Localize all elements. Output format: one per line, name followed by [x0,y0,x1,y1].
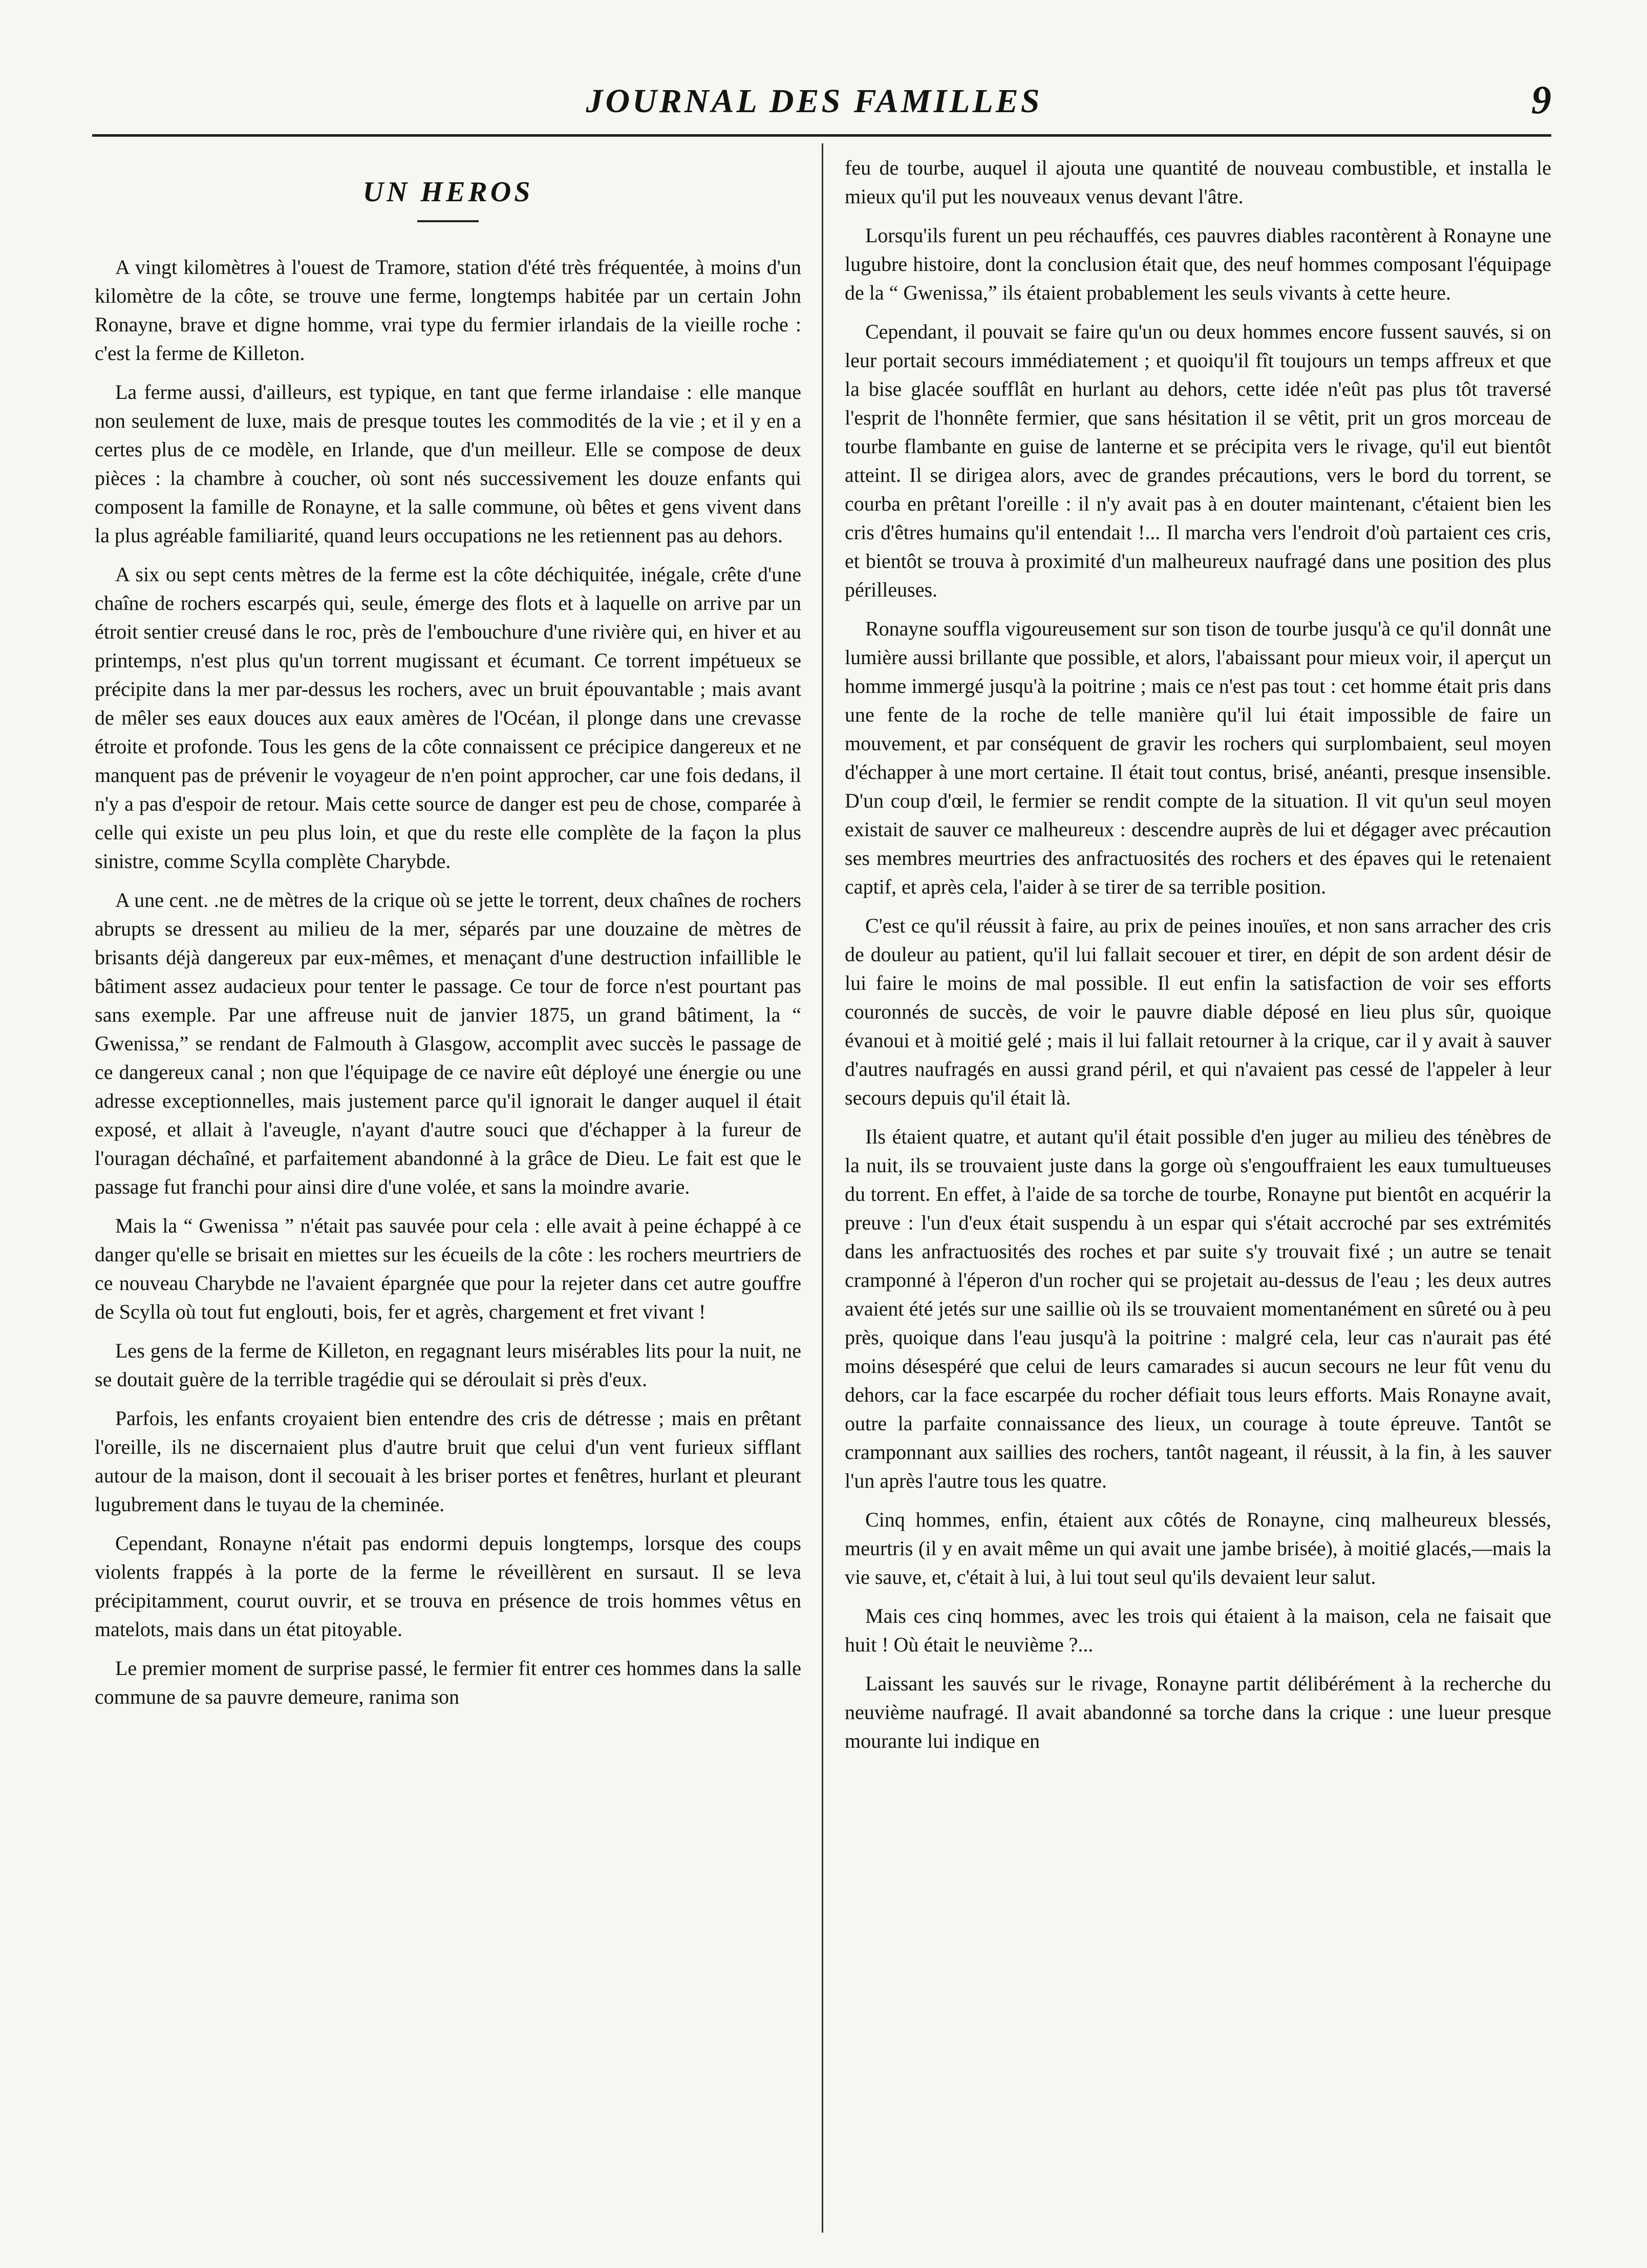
paragraph: Cependant, il pouvait se faire qu'un ou deux hommes encore fussent sauvés, si on leur portait secours immédiatement ; et quoiqu'il fît toujours un temps affreux et que la bise glacée soufflât en hurlant au dehors, cette idée n'eût pas plus tôt traversé l'esprit de l'honnête fermier, que sans hésitation il se vêtit, prit un gros morceau de tourbe flambante en guise de lanterne et se précipita vers le rivage, qu'il eut bientôt atteint. Il se dirigea alors, avec de grandes précautions, vers le bord du torrent, se courba en prêtant l'oreille : il n'y avait pas à en douter maintenant, c'étaient bien les cris d'êtres humains qu'il entendait !... Il marcha vers l'endroit d'où partaient ces cris, et bientôt se trouva à proximité d'un malheureux naufragé dans une position des plus périlleuses. [845,320,1551,601]
paragraph: Cinq hommes, enfin, étaient aux côtés de Ronayne, cinq malheureux blessés, meurtris (il y en avait même un qui avait une jambe brisée), à moitié glacés,—mais la vie sauve, et, c'était à lui, à lui tout seul qu'ils devaient leur salut. [845,1508,1551,1588]
paragraph: Lorsqu'ils furent un peu réchauffés, ces pauvres diables racontèrent à Ronayne une lugubre histoire, dont la conclusion était que, des neuf hommes composant l'équipage de la “ Gwenissa,” ils étaient probablement les seuls vivants à cette heure. [845,224,1551,304]
title-rule [417,220,479,222]
paragraph: La ferme aussi, d'ailleurs, est typique, en tant que ferme irlandaise : elle manque non seulement de luxe, mais de presque toutes les commodités de la vie ; et il y en a certes plus de ce modèle, en Irlande, que d'un meilleur. Elle se compose de deux pièces : la chambre à coucher, où sont nés successivement les douze enfants qui composent la famille de Ronayne, et la salle commune, où bêtes et gens vivent dans la plus agréable familiarité, quand leurs occupations ne les retiennent pas au dehors. [95,380,801,547]
journal-title: JOURNAL DES FAMILLES [586,82,1042,120]
article-title: UN HEROS [362,176,533,208]
paragraph: Cependant, Ronayne n'était pas endormi depuis longtemps, lorsque des coups violents frappés à la porte de la ferme le réveillèrent en sursaut. Il se leva précipitamment, courut ouvrir, et se trouva en présence de trois hommes vêtus en matelots, mais dans un état pitoyable. [95,1532,801,1641]
paragraph-continued: feu de tourbe, auquel il ajouta une quantité de nouveau combustible, et installa le mieux qu'il put les nouveaux venus devant l'âtre. [845,156,1551,208]
paragraph: Parfois, les enfants croyaient bien entendre des cris de détresse ; mais en prêtant l'oreille, ils ne discernaient plus d'autre bruit que celui d'un vent furieux sifflant autour de la maison, dont il secouait à les briser portes et fenêtres, hurlant et pleurant lugubrement dans le tuyau de la cheminée. [95,1407,801,1516]
paragraph: C'est ce qu'il réussit à faire, au prix de peines inouïes, et non sans arracher des cris de douleur au patient, qu'il lui fallait secouer et tirer, en dépit de son ardent désir de lui faire le moins de mal possible. Il eut enfin la satisfaction de voir ses efforts couronnés de succès, de voir le pauvre diable déposé en lieu plus sûr, quoique évanoui et à moitié gelé ; mais il lui fallait retourner à la crique, car il y avait à sauver d'autres naufragés en aussi grand péril, et qui n'avaient pas cessé de l'appeler à leur secours depuis qu'il était là. [845,914,1551,1109]
paragraph: Ronayne souffla vigoureusement sur son tison de tourbe jusqu'à ce qu'il donnât une lumière aussi brillante que possible, et alors, l'abaissant pour mieux voir, il aperçut un homme immergé jusqu'à la poitrine ; mais ce n'est pas tout : cet homme était pris dans une fente de la roche de telle manière qu'il lui était impossible de faire un mouvement, et par conséquent de gravir les rochers qui surplombaient, seul moyen d'échapper à une mort certaine. Il était tout contus, brisé, anéanti, presque insensible. D'un coup d'œil, le fermier se rendit compte de la situation. Il vit qu'un seul moyen existait de sauver ce malheureux : descendre auprès de lui et dégager avec précaution ses membres meurtries des anfractuosités des rochers et des épaves qui le retenaient captif, et après cela, l'aider à se tirer de sa terrible position. [845,617,1551,898]
paragraph: Ils étaient quatre, et autant qu'il était possible d'en juger au milieu des ténèbres de la nuit, ils se trouvaient juste dans la gorge où s'engouffraient les eaux tumultueuses du torrent. En effet, à l'aide de sa torche de tourbe, Ronayne put bientôt en acquérir la preuve : l'un d'eux était suspendu à un espar qui s'était accroché par ses extrémités dans les anfractuosités des roches et par suite s'y trouvait fixé ; un autre se tenait cramponné à l'éperon d'un rocher qui se projetait au-dessus de l'eau ; les deux autres avaient été jetés sur une saillie où ils se trouvaient momentanément en sûreté ou à peu près, quoique dans l'eau jusqu'à la poitrine : malgré cela, leur cas n'aurait pas été moins désespéré que celui de leurs camarades si aucun secours ne leur fût venu du dehors, car la face escarpée du rocher défiait tous leurs efforts. Mais Ronayne avait, outre la parfaite connaissance des lieux, un courage à toute épreuve. Tantôt se cramponnant aux saillies des rochers, tantôt nageant, il réussit, à la fin, à les sauver l'un après l'autre tous les quatre. [845,1125,1551,1492]
left-column [95,154,801,1722]
paragraph: A six ou sept cents mètres de la ferme est la côte déchiquitée, inégale, crête d'une chaîne de rochers escarpés qui, seule, émerge des flots et à laquelle on arrive par un étroit sentier creusé dans le roc, près de l'embouchure d'une rivière qui, en hiver et au printemps, n'est plus qu'un torrent mugissant et écumant. Ce torrent impétueux se précipite dans la mer par-dessus les rochers, avec un bruit épouvantable ; mais avant de mêler ses eaux douces aux eaux amères de l'Océan, il plonge dans une crevasse étroite et profonde. Tous les gens de la côte connaissent ce précipice dangereux et ne manquent pas de prévenir le voyageur de n'en point approcher, car une fois dedans, il n'y a pas d'espoir de retour. Mais cette source de danger est peu de chose, comparée à celle qui existe un peu plus loin, et que du reste elle complète de la façon la plus sinistre, comme Scylla complète Charybde. [95,563,801,873]
paragraph: Les gens de la ferme de Killeton, en regagnant leurs misérables lits pour la nuit, ne se doutait guère de la terrible tragédie qui se déroulait si près d'eux. [95,1339,801,1391]
page-header [77,77,1551,128]
paragraph: Le premier moment de surprise passé, le fermier fit entrer ces hommes dans la salle commune de sa pauvre demeure, ranima son [95,1657,801,1708]
page-number: 9 [1531,77,1551,122]
paragraph: A une cent. .ne de mètres de la crique où se jette le torrent, deux chaînes de rochers abrupts se dressent au milieu de la mer, séparés par une douzaine de mètres de brisants déjà dangereux par eux-mêmes, et menaçant d'une destruction infaillible le bâtiment assez audacieux pour tenter le passage. Ce tour de force n'est pourtant pas sans exemple. Par une affreuse nuit de janvier 1875, un grand bâtiment, la “ Gwenissa,” se rendant de Falmouth à Glasgow, accomplit avec succès le passage de ce dangereux canal ; non que l'équipage de ce navire eût déployé une énergie ou une adresse exceptionnelles, mais justement parce qu'il ignorait le danger auquel il était exposé, et allait à l'aveugle, n'ayant d'autre souci que d'échapper à la fureur de l'ouragan déchaîné, et parfaitement abandonné à la grâce de Dieu. Le fait est que le passage fut franchi pour ainsi dire d'une volée, et sans la moindre avarie. [95,888,801,1198]
paragraph: Mais la “ Gwenissa ” n'était pas sauvée pour cela : elle avait à peine échappé à ce danger qu'elle se brisait en miettes sur les écueils de la côte : les rochers meurtriers de ce nouveau Charybde ne l'avaient épargnée que pour la rejeter dans cet autre gouffre de Scylla où tout fut englouti, bois, fer et agrès, chargement et fret vivant ! [95,1214,801,1323]
paragraph: A vingt kilomètres à l'ouest de Tramore, station d'été très fréquentée, à moins d'un kilomètre de la côte, se trouve une ferme, longtemps habitée par un certain John Ronayne, brave et digne homme, vrai type du fermier irlandais de la vieille roche : c'est la ferme de Killeton. [95,256,801,365]
header-rule [92,134,1551,137]
paragraph: Laissant les sauvés sur le rivage, Ronayne partit délibérément à la recherche du neuvième naufragé. Il avait abandonné sa torche dans la crique : une lueur presque mourante lui indique en [845,1672,1551,1752]
column-divider [822,143,823,2233]
right-column [845,154,1551,1766]
paragraph: Mais ces cinq hommes, avec les trois qui étaient à la maison, cela ne faisait que huit ! Où était le neuvième ?... [845,1604,1551,1656]
